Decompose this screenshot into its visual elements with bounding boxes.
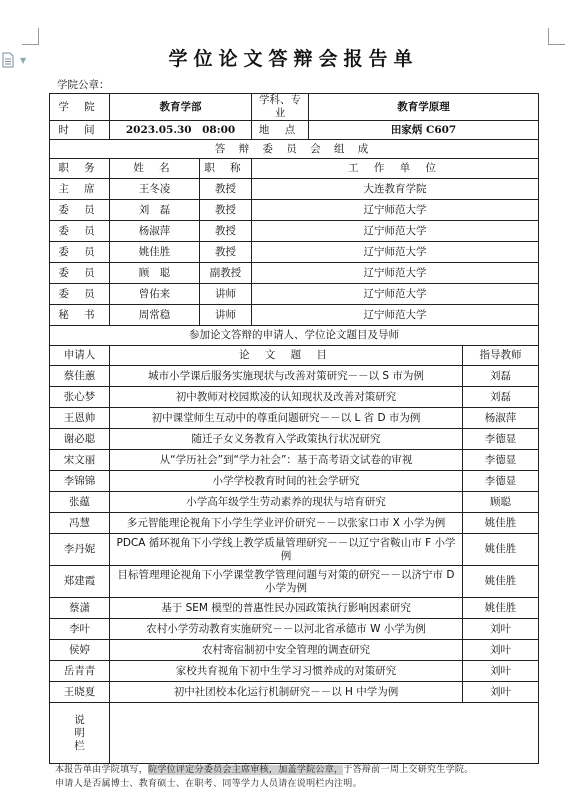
thesis-row — [50, 471, 539, 492]
thesis-title: PDCA 循环视角下小学线上教学质量管理研究－－以辽宁省鞍山市 F 小学例 — [110, 534, 463, 566]
thesis-title: 小学学校教育时间的社会学研究 — [110, 471, 463, 492]
member-role: 委 员 — [50, 221, 110, 242]
committee-header-title: 职 称 — [200, 159, 252, 179]
member-unit: 辽宁师范大学 — [252, 263, 539, 284]
thesis-advisor: 刘叶 — [463, 619, 539, 640]
member-title: 教授 — [200, 200, 252, 221]
thesis-advisor: 姚佳胜 — [463, 534, 539, 566]
member-name: 顾 聪 — [110, 263, 200, 284]
remarks-label-char: 明 — [74, 726, 85, 739]
page-corner-mark — [548, 44, 565, 45]
member-name: 刘 磊 — [110, 200, 200, 221]
footer-line-1-highlight: 院学位评定分委员会主席审核，加盖学院公章， — [148, 765, 344, 775]
member-title: 讲师 — [200, 284, 252, 305]
college-value: 教育学部 — [110, 94, 252, 121]
member-role: 主 席 — [50, 179, 110, 200]
report-form-table — [49, 93, 539, 764]
remarks-label-char: 栏 — [74, 739, 85, 752]
thesis-advisor: 刘叶 — [463, 682, 539, 703]
thesis-title: 小学高年级学生劳动素养的现状与培育研究 — [110, 492, 463, 513]
committee-row — [50, 305, 539, 326]
thesis-row — [50, 661, 539, 682]
member-unit: 辽宁师范大学 — [252, 284, 539, 305]
thesis-title: 从“学历社会”到“学力社会”：基于高考语文试卷的审视 — [110, 450, 463, 471]
member-unit: 大连教育学院 — [252, 179, 539, 200]
thesis-applicant: 李叶 — [50, 619, 110, 640]
member-role: 秘 书 — [50, 305, 110, 326]
thesis-title: 初中教师对校园欺凌的认知现状及改善对策研究 — [110, 387, 463, 408]
footer-line-2: 申请人是否属博士、教育硕士、在职考、同等学力人员请在说明栏内注明。 — [55, 779, 362, 789]
thesis-title: 农村寄宿制初中安全管理的调查研究 — [110, 640, 463, 661]
member-title: 副教授 — [200, 263, 252, 284]
remarks-label-char: 说 — [74, 713, 85, 726]
college-stamp-label: 学院公章： — [57, 79, 110, 91]
footer-line-1-end: 于答辩前一周上交研究生学院。 — [343, 765, 474, 775]
member-role: 委 员 — [50, 242, 110, 263]
thesis-row — [50, 619, 539, 640]
thesis-applicant: 冯慧 — [50, 513, 110, 534]
page-corner-mark — [548, 28, 549, 45]
place-value: 田家炳 C607 — [309, 121, 539, 140]
page-corner-mark — [22, 44, 39, 45]
thesis-advisor: 刘叶 — [463, 640, 539, 661]
thesis-advisor: 刘磊 — [463, 387, 539, 408]
member-unit: 辽宁师范大学 — [252, 221, 539, 242]
member-title: 讲师 — [200, 305, 252, 326]
thesis-applicant: 谢必聪 — [50, 429, 110, 450]
theses-header-advisor: 指导教师 — [463, 346, 539, 366]
remarks-field[interactable] — [110, 703, 539, 764]
thesis-title: 城市小学课后服务实施现状与改善对策研究－－以 S 市为例 — [110, 366, 463, 387]
thesis-advisor: 李德显 — [463, 471, 539, 492]
thesis-row — [50, 366, 539, 387]
theses-header-applicant: 申请人 — [50, 346, 110, 366]
major-label: 学科、专业 — [252, 94, 309, 121]
thesis-advisor: 顾聪 — [463, 492, 539, 513]
member-role: 委 员 — [50, 200, 110, 221]
thesis-row — [50, 492, 539, 513]
thesis-advisor: 李德显 — [463, 450, 539, 471]
thesis-applicant: 王晓夏 — [50, 682, 110, 703]
thesis-title: 初中课堂师生互动中的尊重问题研究－－以 L 省 D 市为例 — [110, 408, 463, 429]
thesis-title: 初中社团校本化运行机制研究－－以 H 中学为例 — [110, 682, 463, 703]
thesis-advisor: 姚佳胜 — [463, 513, 539, 534]
member-title: 教授 — [200, 242, 252, 263]
thesis-applicant: 李丹妮 — [50, 534, 110, 566]
thesis-advisor: 刘叶 — [463, 661, 539, 682]
thesis-applicant: 岳青青 — [50, 661, 110, 682]
thesis-title: 家校共育视角下初中生学习习惯养成的对策研究 — [110, 661, 463, 682]
committee-header-name: 姓 名 — [110, 159, 200, 179]
member-name: 杨淑萍 — [110, 221, 200, 242]
thesis-title: 随迁子女义务教育入学政策执行状况研究 — [110, 429, 463, 450]
thesis-applicant: 侯婷 — [50, 640, 110, 661]
thesis-applicant: 张心梦 — [50, 387, 110, 408]
thesis-title: 目标管理理论视角下小学课堂教学管理问题与对策的研究－－以济宁市 D 小学为例 — [110, 566, 463, 598]
thesis-applicant: 蔡潇 — [50, 598, 110, 619]
footer-note — [55, 763, 545, 791]
member-name: 周常稳 — [110, 305, 200, 326]
committee-row — [50, 221, 539, 242]
page-corner-mark — [38, 28, 39, 45]
page-title: 学位论文答辩会报告单 — [168, 48, 419, 70]
college-label: 学 院 — [50, 94, 110, 121]
thesis-row — [50, 598, 539, 619]
committee-section-title: 答 辩 委 员 会 组 成 — [50, 140, 539, 159]
thesis-row — [50, 450, 539, 471]
thesis-title: 农村小学劳动教育实施研究－－以河北省承德市 W 小学为例 — [110, 619, 463, 640]
committee-row — [50, 200, 539, 221]
thesis-title: 基于 SEM 模型的普惠性民办园政策执行影响因素研究 — [110, 598, 463, 619]
committee-row — [50, 284, 539, 305]
theses-section-title: 参加论文答辩的申请人、学位论文题目及导师 — [50, 326, 539, 346]
thesis-applicant: 张蕴 — [50, 492, 110, 513]
committee-header-role: 职 务 — [50, 159, 110, 179]
member-name: 姚佳胜 — [110, 242, 200, 263]
thesis-applicant: 宋文丽 — [50, 450, 110, 471]
member-role: 委 员 — [50, 284, 110, 305]
footer-line-1-start: 本报告单由学院填写， — [55, 765, 149, 775]
thesis-row — [50, 513, 539, 534]
member-name: 曾佑来 — [110, 284, 200, 305]
time-value: 2023.05.30 08:00 — [110, 121, 252, 140]
committee-header-unit: 工 作 单 位 — [252, 159, 539, 179]
remarks-label — [50, 703, 110, 764]
member-role: 委 员 — [50, 263, 110, 284]
thesis-row — [50, 387, 539, 408]
member-title: 教授 — [200, 221, 252, 242]
committee-row — [50, 179, 539, 200]
major-value: 教育学原理 — [309, 94, 539, 121]
footer-line-1 — [55, 763, 545, 777]
chevron-down-icon[interactable]: ▼ — [20, 56, 27, 65]
thesis-advisor: 李德显 — [463, 429, 539, 450]
thesis-row — [50, 682, 539, 703]
thesis-title: 多元智能理论视角下小学生学业评价研究－－以张家口市 X 小学为例 — [110, 513, 463, 534]
time-label: 时 间 — [50, 121, 110, 140]
thesis-applicant: 李锦锦 — [50, 471, 110, 492]
thesis-row — [50, 566, 539, 598]
thesis-applicant: 王恩帅 — [50, 408, 110, 429]
thesis-advisor: 刘磊 — [463, 366, 539, 387]
committee-row — [50, 263, 539, 284]
thesis-row — [50, 429, 539, 450]
committee-row — [50, 242, 539, 263]
place-label: 地 点 — [252, 121, 309, 140]
thesis-row — [50, 640, 539, 661]
member-unit: 辽宁师范大学 — [252, 305, 539, 326]
member-title: 教授 — [200, 179, 252, 200]
thesis-applicant: 郑建霞 — [50, 566, 110, 598]
member-name: 王冬凌 — [110, 179, 200, 200]
member-unit: 辽宁师范大学 — [252, 200, 539, 221]
thesis-row — [50, 408, 539, 429]
thesis-applicant: 蔡佳蕙 — [50, 366, 110, 387]
thesis-advisor: 姚佳胜 — [463, 598, 539, 619]
theses-header-title: 论 文 题 目 — [110, 346, 463, 366]
thesis-row — [50, 534, 539, 566]
thesis-advisor: 杨淑萍 — [463, 408, 539, 429]
thesis-advisor: 姚佳胜 — [463, 566, 539, 598]
member-unit: 辽宁师范大学 — [252, 242, 539, 263]
